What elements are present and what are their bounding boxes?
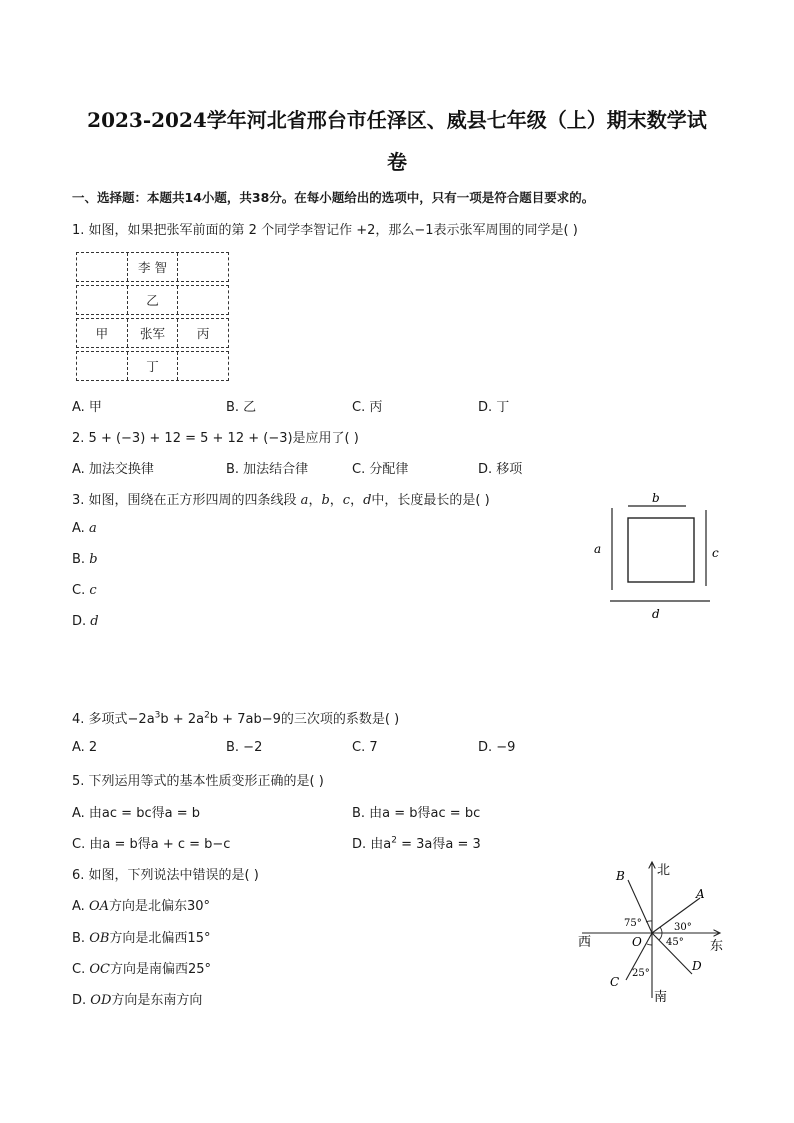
question-4-text: 4. 多项式$-2a^3b + 2a^2b + 7ab-9$的三次项的系数是( ) [72,710,400,727]
square-segments-figure [588,486,722,626]
label-c: c [712,546,719,560]
seat-cell-bing: 丙 [177,319,228,347]
angle-arc-30 [660,927,662,933]
q3-var-c: c [342,493,351,508]
page-title-continuation: 卷 [387,150,407,174]
seating-row-3 [76,318,229,348]
seating-row-1 [76,252,229,282]
seating-row-2 [76,285,229,315]
question-2-text: 2. 5 + (−3) + 12 = 5 + 12 + (−3)是应用了( ) [72,431,359,446]
label-angle-25: 25° [632,968,650,979]
q1-option-b: B. 乙 [226,400,257,415]
q6-option-b: B. OB方向是北偏西15° [72,931,211,946]
label-point-d: D [692,959,702,973]
label-point-a: A [696,887,705,901]
label-angle-45: 45° [666,937,684,948]
question-3-text: 3. 如图，围绕在正方形四周的四条线段 a，b，c，d中，长度最长的是( ) [72,493,490,508]
page-title: 2023-2024学年河北省邢台市任泽区、威县七年级（上）期末数学试 [87,108,707,132]
angle-arc-25 [647,944,652,945]
label-angle-75: 75° [624,918,642,929]
seat-cell [77,253,127,281]
label-a: a [594,542,602,556]
q3-option-c: C. c [72,583,97,598]
q5-option-a: A. 由ac = bc得a = b [72,806,200,821]
question-5-text: 5. 下列运用等式的基本性质变形正确的是( ) [72,774,324,789]
seating-row-4 [76,351,229,381]
seat-cell [77,286,127,314]
q3-var-b: b [321,493,330,508]
q4-option-b: B. −2 [226,740,263,755]
q1-option-c: C. 丙 [352,400,383,415]
question-6-text: 6. 如图，下列说法中错误的是( ) [72,868,259,883]
q1-option-a: A. 甲 [72,400,102,415]
q3-text-after: 中，长度最长的是( ) [371,493,490,508]
square-shape [628,518,694,582]
question-1-text: 1. 如图，如果把张军前面的第 2 个同学李智记作 +2，那么−1表示张军周围的同学是( ) [72,223,578,238]
label-angle-30: 30° [674,922,692,933]
q5-option-c: C. 由a = b得a + c = b−c [72,837,231,852]
compass-direction-figure [574,858,730,1008]
q3-var-a: a [300,493,309,508]
seat-cell-jia: 甲 [95,326,109,341]
q2-option-d: D. 移项 [478,462,523,477]
label-d: d [652,607,660,621]
seat-cell-lizhi: 李 智 [127,253,178,281]
seat-cell [177,253,228,281]
q4-option-a: A. 2 [72,740,98,755]
q3-option-b: B. b [72,552,98,567]
section-prefix: 一、选择题： [72,190,148,205]
angle-arc-45 [659,933,662,940]
q2-option-b: B. 加法结合律 [226,462,309,477]
q4-option-c: C. 7 [352,740,378,755]
q2-option-c: C. 分配律 [352,462,409,477]
q1-option-d: D. 丁 [478,400,510,415]
label-west: 西 [578,935,592,950]
q6-option-d: D. OD方向是东南方向 [72,993,203,1008]
label-point-c: C [610,975,620,989]
label-b: b [652,491,660,505]
label-south: 南 [654,990,668,1005]
q6-option-a: A. OA方向是北偏东30° [72,899,211,914]
label-north: 北 [657,863,671,878]
seat-cell-zhangjun: 张军 [127,319,178,347]
q6-option-c: C. OC方向是南偏西25° [72,962,212,977]
q5-option-d: D. 由$a^2 = 3a$得a = 3 [352,835,481,852]
q2-option-a: A. 加法交换律 [72,462,154,477]
label-east: 东 [710,939,724,954]
seat-cell [177,352,228,380]
label-point-b: B [616,869,625,883]
seat-cell-ding: 丁 [127,352,178,380]
q5-option-b: B. 由a = b得ac = bc [352,806,481,821]
q4-option-d: D. −9 [478,740,516,755]
seat-cell [77,352,127,380]
q3-var-d: d [363,493,372,508]
seat-cell [177,286,228,314]
q3-option-d: D. d [72,614,99,629]
label-origin: O [632,935,642,949]
seat-cell-yi: 乙 [127,286,178,314]
q3-text-before: 3. 如图，围绕在正方形四周的四条线段 [72,493,301,508]
q3-option-a: A. a [72,521,97,536]
section-header [72,188,594,206]
section-description: 本题共14小题，共38分。在每小题给出的选项中，只有一项是符合题目要求的。 [147,190,595,205]
